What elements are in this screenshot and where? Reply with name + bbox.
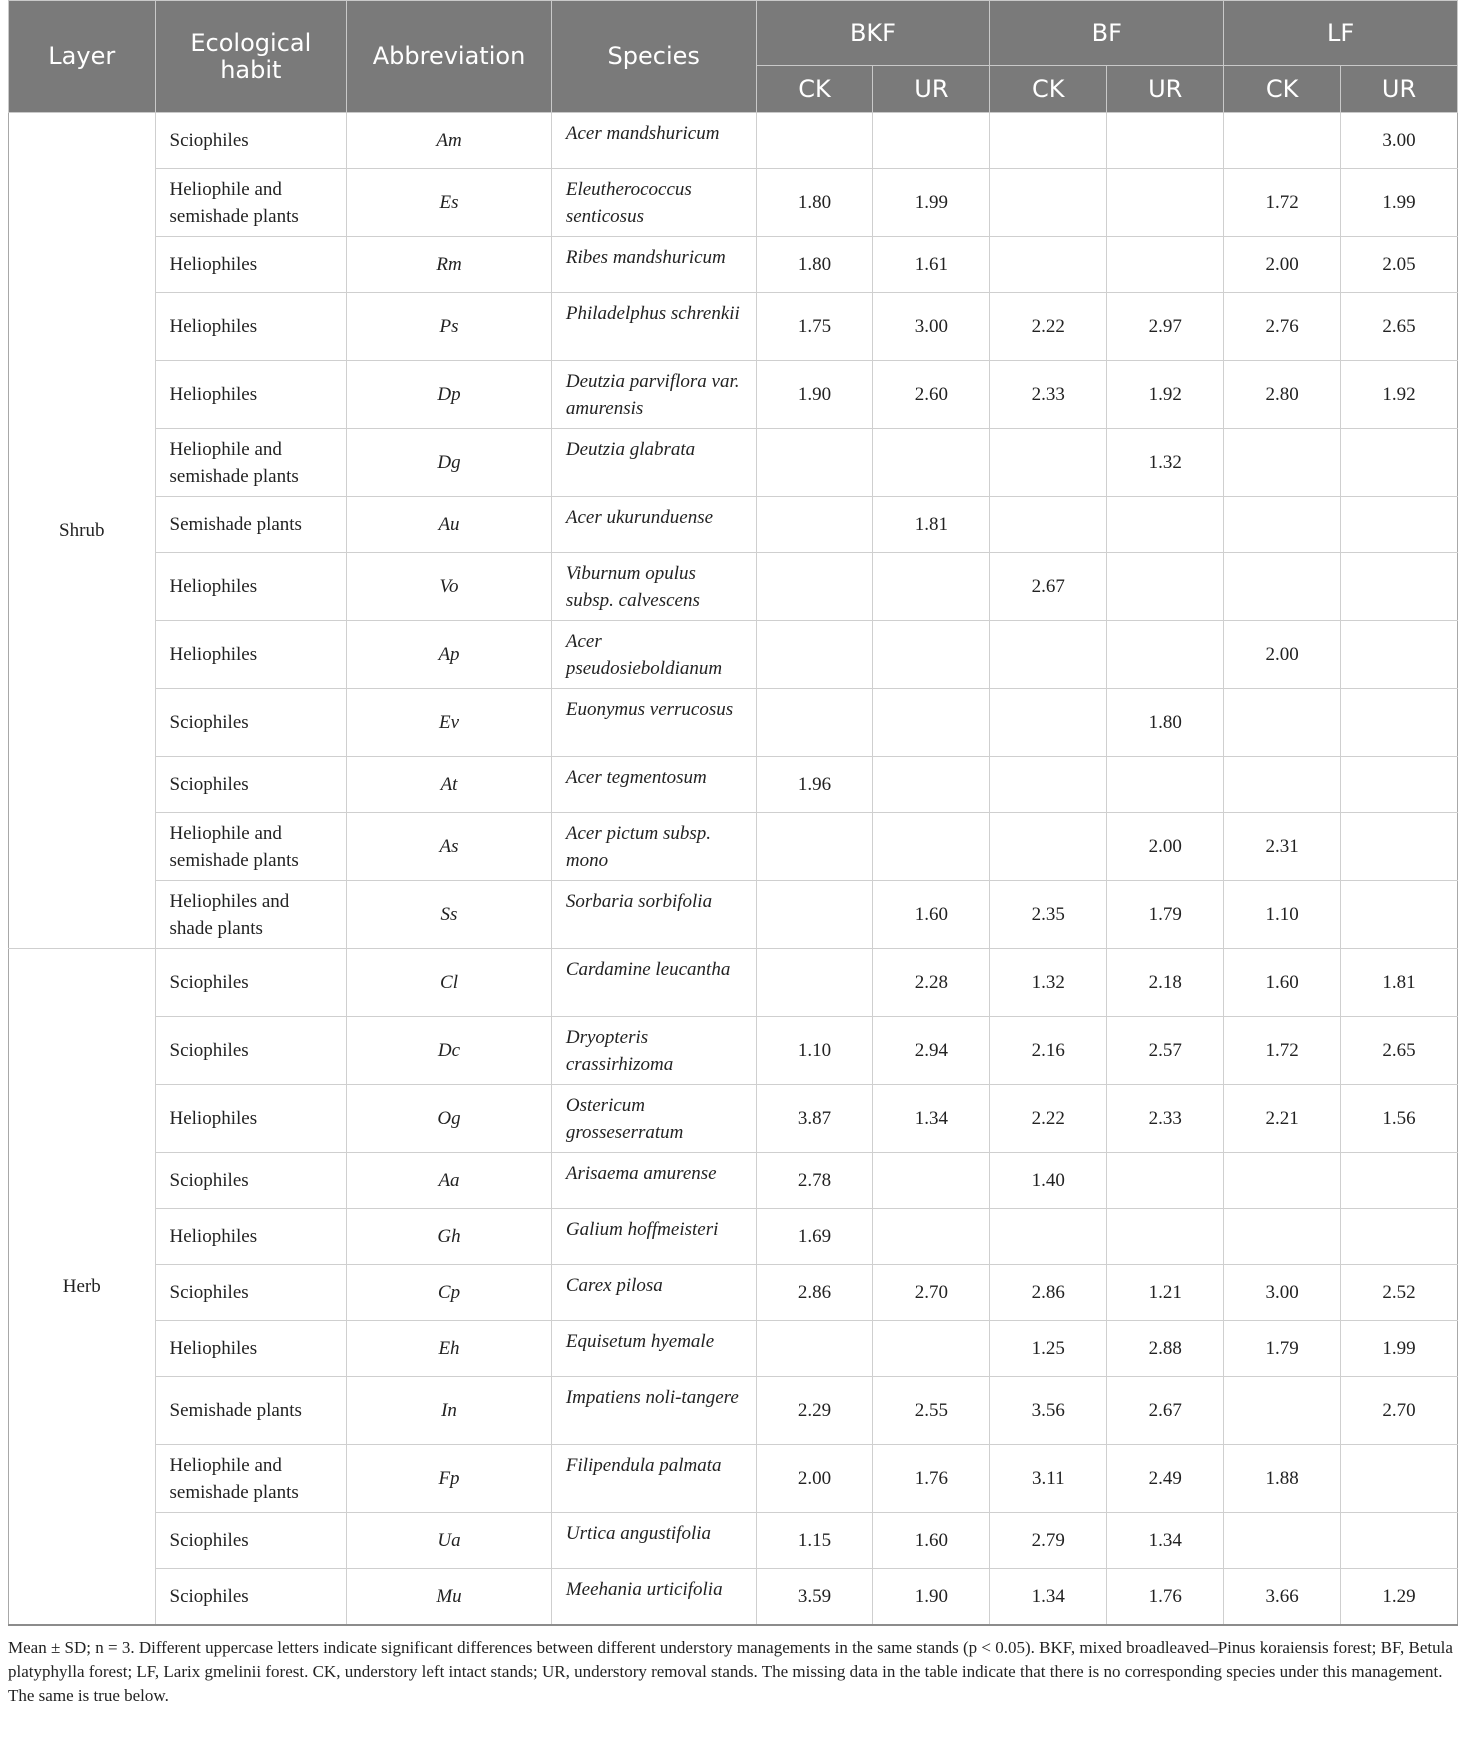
species-cell: Viburnum opulus subsp. calvescens	[551, 553, 756, 621]
species-cell: Cardamine leucantha	[551, 949, 756, 1017]
species-cell: Acer pseudosieboldianum	[551, 621, 756, 689]
value-cell-bf-ck: 2.16	[990, 1017, 1107, 1085]
species-cell: Acer pictum subsp. mono	[551, 813, 756, 881]
value-cell-bkf-ck	[756, 621, 873, 689]
value-cell-bf-ur: 1.76	[1107, 1569, 1224, 1626]
species-cell: Euonymus verrucosus	[551, 689, 756, 757]
table-row	[9, 293, 1458, 361]
value-cell-bf-ck	[990, 237, 1107, 293]
value-cell-lf-ur	[1341, 1513, 1458, 1569]
ecological-habit-cell: Sciophiles	[155, 757, 347, 813]
value-cell-lf-ck: 2.00	[1224, 621, 1341, 689]
abbreviation-cell: Fp	[347, 1445, 552, 1513]
abbreviation-cell: Eh	[347, 1321, 552, 1377]
value-cell-bkf-ur	[873, 813, 990, 881]
species-cell: Arisaema amurense	[551, 1153, 756, 1209]
layer-cell-herb: Herb	[9, 949, 156, 1626]
species-cell: Deutzia parviflora var. amurensis	[551, 361, 756, 429]
value-cell-lf-ck	[1224, 429, 1341, 497]
value-cell-lf-ck: 1.60	[1224, 949, 1341, 1017]
value-cell-lf-ur: 2.05	[1341, 237, 1458, 293]
value-cell-lf-ck	[1224, 553, 1341, 621]
value-cell-lf-ck: 2.21	[1224, 1085, 1341, 1153]
table-row	[9, 1265, 1458, 1321]
ecological-habit-cell: Heliophiles	[155, 361, 347, 429]
ecological-habit-cell: Heliophiles	[155, 1321, 347, 1377]
table-row	[9, 1321, 1458, 1377]
value-cell-bf-ck: 2.35	[990, 881, 1107, 949]
table-container	[8, 0, 1458, 1708]
value-cell-bkf-ur: 1.81	[873, 497, 990, 553]
species-cell: Eleutherococcus senticosus	[551, 169, 756, 237]
value-cell-lf-ur	[1341, 689, 1458, 757]
value-cell-bkf-ck: 1.96	[756, 757, 873, 813]
value-cell-bkf-ck	[756, 113, 873, 169]
value-cell-lf-ur: 1.92	[1341, 361, 1458, 429]
value-cell-bf-ur: 1.32	[1107, 429, 1224, 497]
value-cell-bf-ck: 2.86	[990, 1265, 1107, 1321]
value-cell-bkf-ur: 1.76	[873, 1445, 990, 1513]
ecological-habit-cell: Heliophiles	[155, 553, 347, 621]
value-cell-lf-ur: 3.00	[1341, 113, 1458, 169]
header-abbreviation: Abbreviation	[347, 1, 552, 113]
value-cell-bkf-ck	[756, 813, 873, 881]
abbreviation-cell: Au	[347, 497, 552, 553]
header-group-lf: LF	[1224, 1, 1458, 66]
value-cell-lf-ck	[1224, 1513, 1341, 1569]
value-cell-bkf-ur: 2.60	[873, 361, 990, 429]
table-row	[9, 497, 1458, 553]
table-row	[9, 429, 1458, 497]
value-cell-bf-ck	[990, 689, 1107, 757]
value-cell-lf-ur: 1.29	[1341, 1569, 1458, 1626]
table-row	[9, 757, 1458, 813]
ecological-habit-cell: Heliophile and semishade plants	[155, 169, 347, 237]
table-row	[9, 1085, 1458, 1153]
abbreviation-cell: Cl	[347, 949, 552, 1017]
value-cell-bkf-ur: 2.94	[873, 1017, 990, 1085]
header-sub-bkf-ck: CK	[756, 66, 873, 113]
value-cell-lf-ur	[1341, 881, 1458, 949]
value-cell-bf-ck: 2.67	[990, 553, 1107, 621]
value-cell-bkf-ck	[756, 553, 873, 621]
value-cell-lf-ur	[1341, 497, 1458, 553]
table-row	[9, 881, 1458, 949]
value-cell-bf-ck	[990, 113, 1107, 169]
value-cell-bf-ur: 2.88	[1107, 1321, 1224, 1377]
table-row	[9, 1569, 1458, 1626]
value-cell-bkf-ck: 2.78	[756, 1153, 873, 1209]
value-cell-bf-ck	[990, 169, 1107, 237]
value-cell-bf-ck: 2.22	[990, 1085, 1107, 1153]
value-cell-bkf-ck: 3.59	[756, 1569, 873, 1626]
value-cell-bf-ur: 2.49	[1107, 1445, 1224, 1513]
value-cell-lf-ur	[1341, 429, 1458, 497]
table-footnote: Mean ± SD; n = 3. Different uppercase letters indicate significant differences between different understory managements in the same stands (p < 0.05). BKF, mixed broadleaved–Pinus koraiensis forest; BF, Betula platyphylla forest; LF, Larix gmelinii forest. CK, understory left intact stands; UR, understory removal stands. The missing data in the table indicate that there is no corresponding species under this management. The same is true below.	[8, 1638, 1453, 1705]
value-cell-bkf-ck: 2.29	[756, 1377, 873, 1445]
ecological-habit-cell: Heliophile and semishade plants	[155, 1445, 347, 1513]
value-cell-lf-ck	[1224, 757, 1341, 813]
value-cell-bkf-ck: 2.86	[756, 1265, 873, 1321]
abbreviation-cell: Aa	[347, 1153, 552, 1209]
header-species: Species	[551, 1, 756, 113]
table-row	[9, 1445, 1458, 1513]
value-cell-bf-ur: 1.92	[1107, 361, 1224, 429]
ecological-habit-cell: Sciophiles	[155, 1513, 347, 1569]
abbreviation-cell: Og	[347, 1085, 552, 1153]
value-cell-bkf-ur	[873, 113, 990, 169]
ecological-habit-cell: Sciophiles	[155, 1265, 347, 1321]
species-cell: Equisetum hyemale	[551, 1321, 756, 1377]
value-cell-bkf-ck: 1.75	[756, 293, 873, 361]
abbreviation-cell: At	[347, 757, 552, 813]
abbreviation-cell: Es	[347, 169, 552, 237]
value-cell-lf-ck: 1.79	[1224, 1321, 1341, 1377]
value-cell-bf-ur: 2.18	[1107, 949, 1224, 1017]
value-cell-bf-ur	[1107, 113, 1224, 169]
value-cell-lf-ur: 2.52	[1341, 1265, 1458, 1321]
ecological-habit-cell: Sciophiles	[155, 1569, 347, 1626]
value-cell-bf-ur	[1107, 757, 1224, 813]
species-cell: Ribes mandshuricum	[551, 237, 756, 293]
value-cell-bf-ck: 1.25	[990, 1321, 1107, 1377]
value-cell-bf-ck	[990, 1209, 1107, 1265]
value-cell-bkf-ur: 3.00	[873, 293, 990, 361]
value-cell-bkf-ur: 1.60	[873, 1513, 990, 1569]
value-cell-bf-ur	[1107, 621, 1224, 689]
value-cell-bkf-ur: 2.70	[873, 1265, 990, 1321]
value-cell-bf-ur	[1107, 169, 1224, 237]
ecological-habit-cell: Heliophiles	[155, 237, 347, 293]
species-cell: Acer tegmentosum	[551, 757, 756, 813]
value-cell-bf-ur: 2.57	[1107, 1017, 1224, 1085]
species-cell: Galium hoffmeisteri	[551, 1209, 756, 1265]
value-cell-lf-ur	[1341, 621, 1458, 689]
value-cell-bkf-ur	[873, 429, 990, 497]
value-cell-bkf-ur: 1.61	[873, 237, 990, 293]
value-cell-lf-ur: 2.65	[1341, 293, 1458, 361]
value-cell-bkf-ck: 1.15	[756, 1513, 873, 1569]
value-cell-bkf-ck	[756, 429, 873, 497]
value-cell-bf-ck: 1.32	[990, 949, 1107, 1017]
value-cell-bf-ur: 2.00	[1107, 813, 1224, 881]
value-cell-bkf-ck: 1.90	[756, 361, 873, 429]
header-group-bf: BF	[990, 1, 1224, 66]
value-cell-lf-ur: 2.65	[1341, 1017, 1458, 1085]
value-cell-bf-ck	[990, 813, 1107, 881]
table-row	[9, 689, 1458, 757]
table-row	[9, 813, 1458, 881]
ecological-habit-cell: Sciophiles	[155, 689, 347, 757]
value-cell-lf-ck: 1.88	[1224, 1445, 1341, 1513]
table-row	[9, 621, 1458, 689]
ecological-habit-cell: Heliophiles	[155, 1209, 347, 1265]
ecological-habit-cell: Sciophiles	[155, 1153, 347, 1209]
species-cell: Carex pilosa	[551, 1265, 756, 1321]
value-cell-lf-ur: 2.70	[1341, 1377, 1458, 1445]
value-cell-lf-ur: 1.56	[1341, 1085, 1458, 1153]
table-row	[9, 361, 1458, 429]
value-cell-bf-ck: 2.22	[990, 293, 1107, 361]
value-cell-bf-ck: 2.33	[990, 361, 1107, 429]
value-cell-bkf-ck: 3.87	[756, 1085, 873, 1153]
value-cell-bf-ck: 2.79	[990, 1513, 1107, 1569]
value-cell-lf-ck: 2.80	[1224, 361, 1341, 429]
header-sub-lf-ur: UR	[1341, 66, 1458, 113]
abbreviation-cell: Ua	[347, 1513, 552, 1569]
value-cell-bf-ck: 1.34	[990, 1569, 1107, 1626]
ecological-habit-cell: Heliophiles	[155, 293, 347, 361]
species-cell: Acer mandshuricum	[551, 113, 756, 169]
abbreviation-cell: Dg	[347, 429, 552, 497]
species-cell: Ostericum grosseserratum	[551, 1085, 756, 1153]
species-cell: Acer ukurunduense	[551, 497, 756, 553]
value-cell-lf-ur	[1341, 1209, 1458, 1265]
value-cell-lf-ck: 2.31	[1224, 813, 1341, 881]
value-cell-lf-ck: 2.76	[1224, 293, 1341, 361]
table-row	[9, 1017, 1458, 1085]
value-cell-bf-ur	[1107, 553, 1224, 621]
value-cell-bf-ur: 1.34	[1107, 1513, 1224, 1569]
table-row	[9, 1209, 1458, 1265]
value-cell-bf-ck	[990, 497, 1107, 553]
table-row	[9, 949, 1458, 1017]
value-cell-bkf-ur	[873, 1153, 990, 1209]
value-cell-bkf-ck	[756, 881, 873, 949]
value-cell-lf-ck	[1224, 1377, 1341, 1445]
ecological-habit-cell: Sciophiles	[155, 949, 347, 1017]
value-cell-lf-ur: 1.99	[1341, 169, 1458, 237]
value-cell-bkf-ur	[873, 757, 990, 813]
value-cell-lf-ck: 3.66	[1224, 1569, 1341, 1626]
value-cell-bkf-ck	[756, 1321, 873, 1377]
value-cell-bf-ck: 1.40	[990, 1153, 1107, 1209]
value-cell-bf-ck: 3.11	[990, 1445, 1107, 1513]
value-cell-bkf-ck: 1.80	[756, 169, 873, 237]
table-row	[9, 1377, 1458, 1445]
abbreviation-cell: Ps	[347, 293, 552, 361]
value-cell-bkf-ur	[873, 553, 990, 621]
value-cell-lf-ur	[1341, 553, 1458, 621]
species-cell: Dryopteris crassirhizoma	[551, 1017, 756, 1085]
abbreviation-cell: Ss	[347, 881, 552, 949]
value-cell-bkf-ck: 2.00	[756, 1445, 873, 1513]
value-cell-bkf-ur: 2.28	[873, 949, 990, 1017]
species-cell: Philadelphus schrenkii	[551, 293, 756, 361]
value-cell-lf-ck: 1.10	[1224, 881, 1341, 949]
abbreviation-cell: Cp	[347, 1265, 552, 1321]
value-cell-bkf-ck: 1.80	[756, 237, 873, 293]
value-cell-lf-ur: 1.81	[1341, 949, 1458, 1017]
header-ecological-habit: Ecological habit	[155, 1, 347, 113]
value-cell-bf-ck: 3.56	[990, 1377, 1107, 1445]
ecological-habit-cell: Heliophile and semishade plants	[155, 813, 347, 881]
abbreviation-cell: As	[347, 813, 552, 881]
value-cell-lf-ur: 1.99	[1341, 1321, 1458, 1377]
value-cell-bkf-ck	[756, 689, 873, 757]
species-cell: Sorbaria sorbifolia	[551, 881, 756, 949]
value-cell-bf-ck	[990, 429, 1107, 497]
value-cell-lf-ck: 1.72	[1224, 169, 1341, 237]
value-cell-lf-ck: 1.72	[1224, 1017, 1341, 1085]
value-cell-bkf-ur	[873, 1321, 990, 1377]
value-cell-bkf-ur: 1.34	[873, 1085, 990, 1153]
value-cell-bf-ur: 1.79	[1107, 881, 1224, 949]
value-cell-bf-ck	[990, 757, 1107, 813]
ecological-habit-cell: Semishade plants	[155, 497, 347, 553]
value-cell-bf-ur	[1107, 497, 1224, 553]
value-cell-lf-ck	[1224, 113, 1341, 169]
ecological-habit-cell: Sciophiles	[155, 1017, 347, 1085]
value-cell-bkf-ck	[756, 497, 873, 553]
value-cell-lf-ur	[1341, 757, 1458, 813]
value-cell-bkf-ur: 1.99	[873, 169, 990, 237]
header-layer: Layer	[9, 1, 156, 113]
value-cell-bkf-ur: 1.90	[873, 1569, 990, 1626]
ecological-habit-cell: Heliophiles	[155, 1085, 347, 1153]
value-cell-bf-ur	[1107, 237, 1224, 293]
ecological-habit-cell: Sciophiles	[155, 113, 347, 169]
table-row	[9, 237, 1458, 293]
ecological-habit-cell: Heliophiles	[155, 621, 347, 689]
species-cell: Urtica angustifolia	[551, 1513, 756, 1569]
species-cell: Meehania urticifolia	[551, 1569, 756, 1626]
species-cell: Filipendula palmata	[551, 1445, 756, 1513]
abbreviation-cell: Gh	[347, 1209, 552, 1265]
table-body	[9, 113, 1458, 1626]
abbreviation-cell: Ev	[347, 689, 552, 757]
value-cell-bkf-ck	[756, 949, 873, 1017]
ecological-habit-cell: Heliophile and semishade plants	[155, 429, 347, 497]
value-cell-bkf-ur	[873, 689, 990, 757]
table-header	[9, 1, 1458, 113]
value-cell-bf-ur	[1107, 1209, 1224, 1265]
ecological-habit-cell: Heliophiles and shade plants	[155, 881, 347, 949]
value-cell-bf-ur: 1.80	[1107, 689, 1224, 757]
value-cell-bkf-ur: 1.60	[873, 881, 990, 949]
value-cell-lf-ur	[1341, 1153, 1458, 1209]
value-cell-bf-ur: 2.97	[1107, 293, 1224, 361]
value-cell-lf-ck	[1224, 497, 1341, 553]
layer-cell-shrub: Shrub	[9, 113, 156, 949]
value-cell-lf-ck: 2.00	[1224, 237, 1341, 293]
value-cell-bkf-ck: 1.69	[756, 1209, 873, 1265]
table-row	[9, 1513, 1458, 1569]
table-row	[9, 169, 1458, 237]
value-cell-lf-ck	[1224, 1153, 1341, 1209]
ecological-habit-cell: Semishade plants	[155, 1377, 347, 1445]
value-cell-bf-ur: 1.21	[1107, 1265, 1224, 1321]
header-sub-bf-ur: UR	[1107, 66, 1224, 113]
abbreviation-cell: Dc	[347, 1017, 552, 1085]
value-cell-lf-ur	[1341, 1445, 1458, 1513]
value-cell-bkf-ur	[873, 1209, 990, 1265]
value-cell-bf-ur: 2.67	[1107, 1377, 1224, 1445]
value-cell-lf-ck	[1224, 689, 1341, 757]
value-cell-bf-ck	[990, 621, 1107, 689]
species-cell: Deutzia glabrata	[551, 429, 756, 497]
value-cell-bkf-ur: 2.55	[873, 1377, 990, 1445]
header-sub-bkf-ur: UR	[873, 66, 990, 113]
abbreviation-cell: Mu	[347, 1569, 552, 1626]
table-row	[9, 113, 1458, 169]
abbreviation-cell: Ap	[347, 621, 552, 689]
value-cell-lf-ck	[1224, 1209, 1341, 1265]
table-row	[9, 553, 1458, 621]
value-cell-bkf-ur	[873, 621, 990, 689]
value-cell-bf-ur: 2.33	[1107, 1085, 1224, 1153]
table-row	[9, 1153, 1458, 1209]
species-importance-table	[8, 0, 1458, 1626]
value-cell-bf-ur	[1107, 1153, 1224, 1209]
header-sub-lf-ck: CK	[1224, 66, 1341, 113]
abbreviation-cell: Dp	[347, 361, 552, 429]
header-group-bkf: BKF	[756, 1, 990, 66]
species-cell: Impatiens noli-tangere	[551, 1377, 756, 1445]
abbreviation-cell: In	[347, 1377, 552, 1445]
header-sub-bf-ck: CK	[990, 66, 1107, 113]
value-cell-bkf-ck: 1.10	[756, 1017, 873, 1085]
abbreviation-cell: Am	[347, 113, 552, 169]
abbreviation-cell: Rm	[347, 237, 552, 293]
value-cell-lf-ck: 3.00	[1224, 1265, 1341, 1321]
value-cell-lf-ur	[1341, 813, 1458, 881]
abbreviation-cell: Vo	[347, 553, 552, 621]
